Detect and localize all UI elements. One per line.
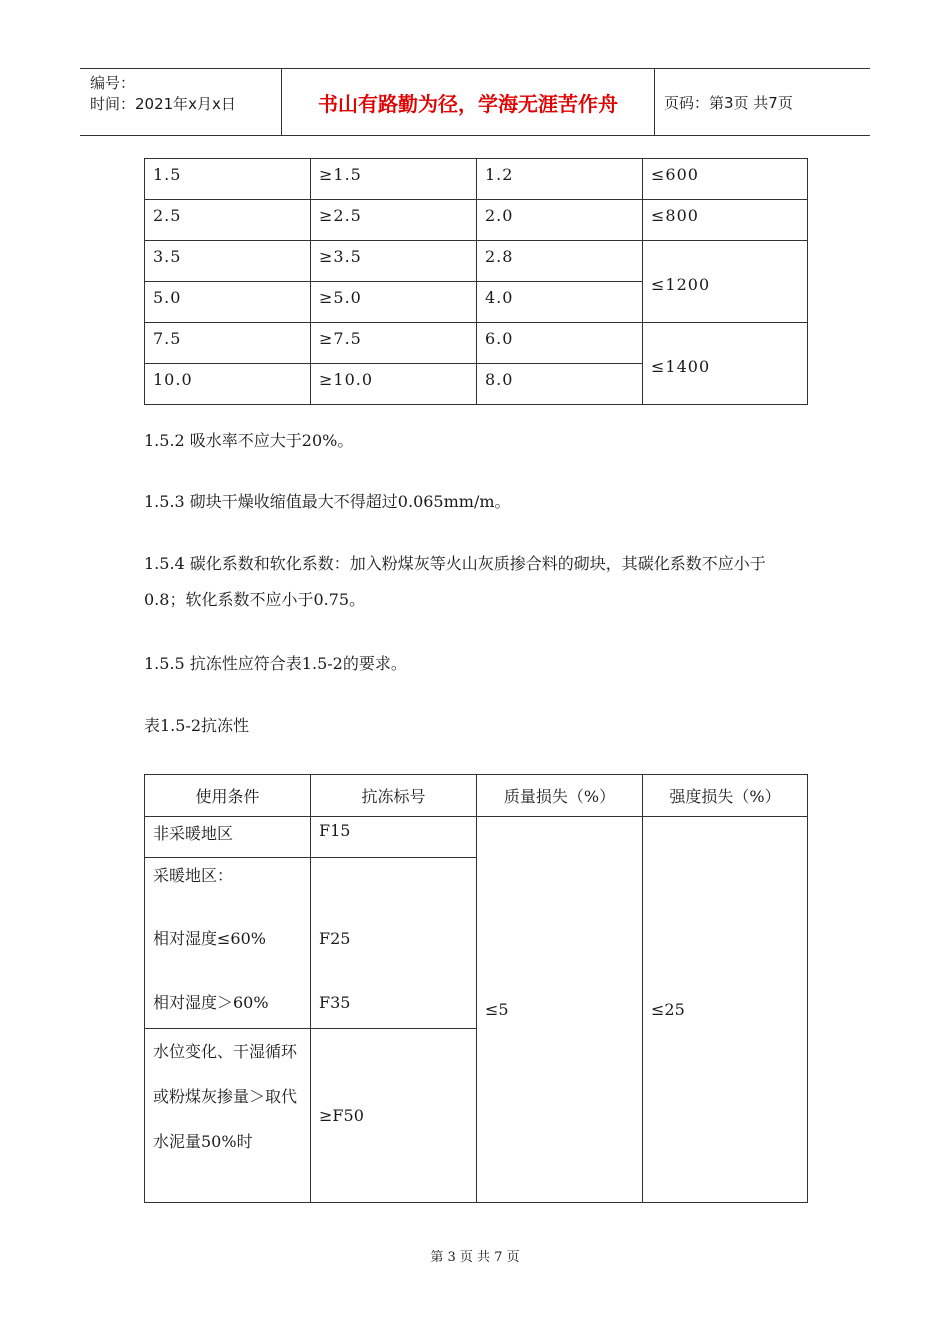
table-cell: 7.5	[145, 323, 311, 364]
page-header	[80, 68, 870, 136]
table-row	[145, 323, 808, 364]
table-cell: 2.8	[477, 241, 643, 282]
table-cell-merged: ≤1200	[643, 241, 808, 323]
header-page-info: 页码：第3页 共7页	[664, 94, 793, 112]
table-cell: 8.0	[477, 364, 643, 405]
table-cell: ≥1.5	[311, 159, 477, 200]
strength-loss-cell: ≤25	[643, 817, 808, 1203]
table-cell: ≥7.5	[311, 323, 477, 364]
table-row	[145, 200, 808, 241]
grade-cell: ≥F50	[311, 1029, 477, 1203]
header-meta	[90, 73, 280, 115]
table-cell: 3.5	[145, 241, 311, 282]
table-cell: 4.0	[477, 282, 643, 323]
frost-resistance-table	[144, 774, 808, 1203]
paragraph-drying-shrinkage: 1.5.3 砌块干燥收缩值最大不得超过0.065mm/m。	[144, 492, 511, 511]
table-cell: 10.0	[145, 364, 311, 405]
column-header: 抗冻标号	[311, 775, 477, 817]
header-motto: 书山有路勤为径，学海无涯苦作舟	[318, 92, 618, 116]
column-header: 质量损失（%）	[477, 775, 643, 817]
condition-title: 采暖地区：	[153, 866, 234, 885]
table-cell: 1.5	[145, 159, 311, 200]
table-cell: ≥3.5	[311, 241, 477, 282]
grade-cell: F15	[311, 817, 477, 858]
table-cell: ≤800	[643, 200, 808, 241]
serial-label: 编号：	[90, 74, 136, 92]
table-cell-merged: ≤1400	[643, 323, 808, 405]
table-cell: ≥2.5	[311, 200, 477, 241]
column-header: 使用条件	[145, 775, 311, 817]
table-cell: 1.2	[477, 159, 643, 200]
condition-humidity-low: 相对湿度≤60%	[153, 929, 266, 948]
page-footer: 第 3 页 共 7 页	[430, 1250, 520, 1265]
table-cell: 6.0	[477, 323, 643, 364]
grade-cell	[311, 858, 477, 1029]
table-cell: 2.0	[477, 200, 643, 241]
paragraph-carbonation: 1.5.4 碳化系数和软化系数：加入粉煤灰等火山灰质掺合料的砌块，其碳化系数不应小于0.8；软化系数不应小于0.75。	[144, 554, 766, 609]
table-row	[145, 159, 808, 200]
table-cell: ≥10.0	[311, 364, 477, 405]
condition-humidity-high: 相对湿度＞60%	[153, 993, 269, 1012]
column-header: 强度损失（%）	[643, 775, 808, 817]
paragraph-water-absorption: 1.5.2 吸水率不应大于20%。	[144, 431, 354, 450]
header-divider	[654, 69, 655, 135]
strength-density-table	[144, 158, 808, 405]
table-row	[145, 817, 808, 858]
time-label: 时间：2021年x月x日	[90, 95, 236, 113]
table-header-row	[145, 775, 808, 817]
table-row	[145, 241, 808, 282]
table-cell: 5.0	[145, 282, 311, 323]
table-cell: 2.5	[145, 200, 311, 241]
condition-cell: 非采暖地区	[145, 817, 311, 858]
condition-cell	[145, 858, 311, 1029]
grade-f35: F35	[319, 993, 351, 1012]
table-cell: ≤600	[643, 159, 808, 200]
paragraph-frost-resistance: 1.5.5 抗冻性应符合表1.5-2的要求。	[144, 654, 407, 673]
grade-f25: F25	[319, 929, 351, 948]
mass-loss-cell: ≤5	[477, 817, 643, 1203]
condition-cell: 水位变化、干湿循环或粉煤灰掺量＞取代水泥量50%时	[145, 1029, 311, 1203]
table-cell: ≥5.0	[311, 282, 477, 323]
table-caption: 表1.5-2抗冻性	[144, 716, 250, 735]
